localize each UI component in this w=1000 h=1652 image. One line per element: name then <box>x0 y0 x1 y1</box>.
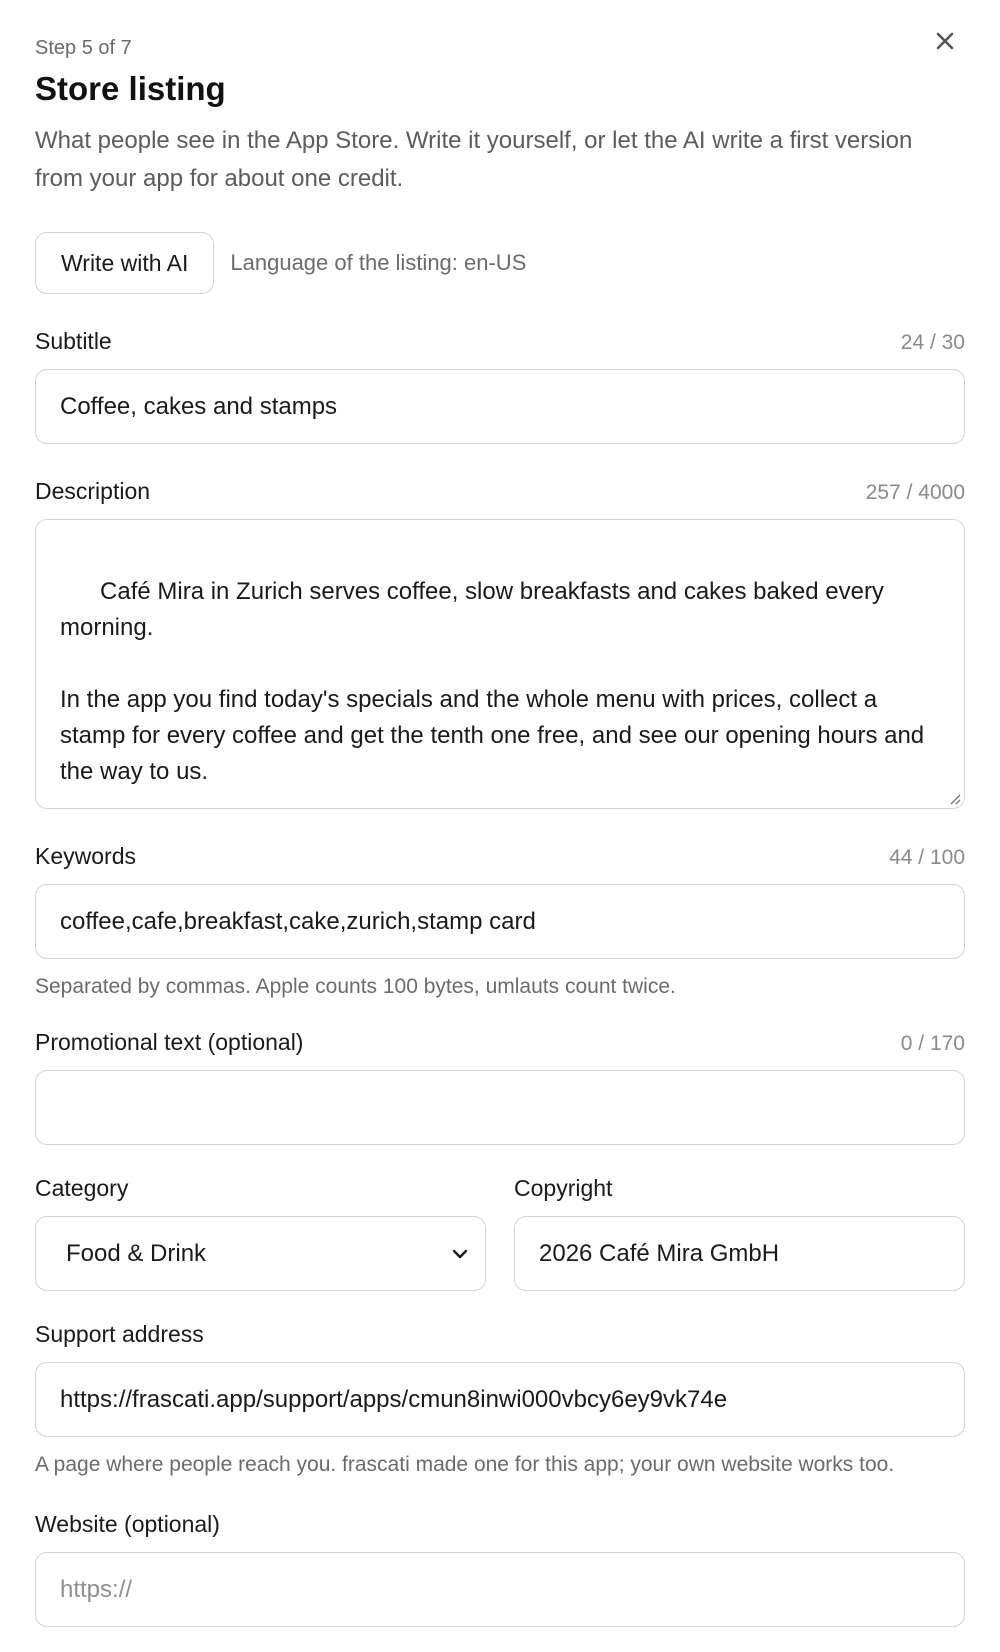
category-label: Category <box>35 1175 129 1201</box>
close-icon <box>935 31 955 51</box>
close-button[interactable] <box>930 26 960 56</box>
copyright-field <box>514 1175 965 1291</box>
category-select[interactable] <box>35 1216 486 1291</box>
promotional-field <box>35 1029 965 1145</box>
description-counter: 257 / 4000 <box>865 481 965 504</box>
listing-language-note: Language of the listing: en-US <box>230 250 527 275</box>
resize-grip-icon[interactable] <box>947 791 961 805</box>
website-label: Website (optional) <box>35 1511 220 1537</box>
support-input[interactable]: https://frascati.app/support/apps/cmun8inwi000vbcy6ey9vk74e <box>35 1362 965 1437</box>
keywords-label: Keywords <box>35 843 136 869</box>
copyright-input[interactable]: 2026 Café Mira GmbH <box>514 1216 965 1291</box>
subtitle-field <box>35 328 965 444</box>
category-field <box>35 1175 486 1291</box>
support-field <box>35 1321 965 1477</box>
description-label: Description <box>35 478 151 504</box>
website-field <box>35 1511 965 1627</box>
website-input[interactable]: https:// <box>35 1552 965 1627</box>
write-with-ai-button[interactable]: Write with AI <box>35 232 214 294</box>
description-textarea[interactable] <box>35 519 965 809</box>
step-indicator: Step 5 of 7 <box>35 37 132 59</box>
support-hint: A page where people reach you. frascati made one for this app; your own website works too. <box>35 1453 895 1476</box>
intro-text: What people see in the App Store. Write it yourself, or let the AI write a first version from your app for about one credit. <box>35 127 913 192</box>
category-copyright-row <box>35 1175 965 1291</box>
description-text: Café Mira in Zurich serves coffee, slow breakfasts and cakes baked every morning. In the app you find today's specials and the whole menu with prices, collect a stamp for every coffee and get the tenth one free, and see our opening hours and the way to us. <box>60 578 925 785</box>
promotional-label: Promotional text (optional) <box>35 1029 304 1055</box>
keywords-counter: 44 / 100 <box>889 846 965 869</box>
chevron-down-icon <box>451 1248 469 1260</box>
category-selected-value: Food & Drink <box>66 1239 207 1267</box>
page-title: Store listing <box>35 70 226 107</box>
subtitle-counter: 24 / 30 <box>900 331 965 354</box>
support-label: Support address <box>35 1321 204 1347</box>
description-field <box>35 478 965 809</box>
copyright-label: Copyright <box>514 1175 613 1201</box>
keywords-input[interactable]: coffee,cafe,breakfast,cake,zurich,stamp card <box>35 884 965 959</box>
promotional-counter: 0 / 170 <box>900 1032 965 1055</box>
keywords-field <box>35 843 965 999</box>
keywords-hint: Separated by commas. Apple counts 100 bytes, umlauts count twice. <box>35 975 676 998</box>
subtitle-input[interactable]: Coffee, cakes and stamps <box>35 369 965 444</box>
promotional-input[interactable] <box>35 1070 965 1145</box>
subtitle-label: Subtitle <box>35 328 112 354</box>
ai-row <box>35 232 965 294</box>
